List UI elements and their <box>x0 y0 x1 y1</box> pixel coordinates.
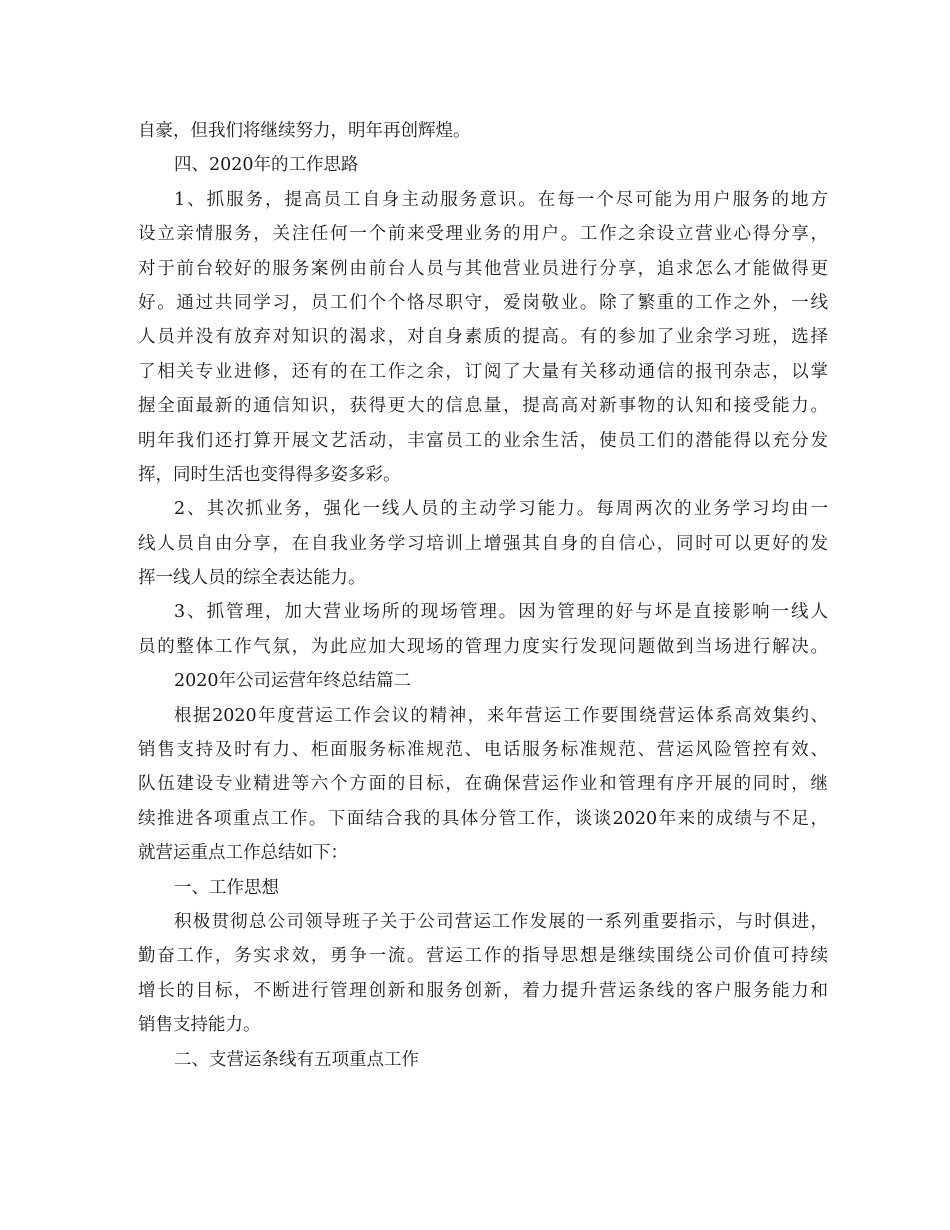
text-line: 明年我们还打算开展文艺活动，丰富员工的业余生活，使员工们的潜能得以充分发 <box>138 430 828 451</box>
text-line: 一、工作思想 <box>174 877 279 898</box>
text-line: 增长的目标，不断进行管理创新和服务创新，着力提升营运条线的客户服务能力和 <box>138 980 828 1001</box>
text-line: 挥，同时生活也变得得多姿多彩。 <box>138 464 401 485</box>
text-line: 2、其次抓业务，强化一线人员的主动学习能力。每周两次的业务学习均由一 <box>174 499 828 520</box>
text-line: 线人员自由分享，在自我业务学习培训上增强其自身的自信心，同时可以更好的发 <box>138 533 828 554</box>
text-line: 二、支营运条线有五项重点工作 <box>174 1049 419 1070</box>
text-line: 根据2020年度营运工作会议的精神，来年营运工作要围绕营运体系高效集约、 <box>174 705 828 726</box>
text-line: 销售支持能力。 <box>138 1015 261 1036</box>
text-line: 好。通过共同学习，员工们个个恪尽职守，爱岗敬业。除了繁重的工作之外，一线 <box>138 292 828 313</box>
text-line: 员的整体工作气氛，为此应加大现场的管理力度实行发现问题做到当场进行解决。 <box>138 636 828 657</box>
text-line: 1、抓服务，提高员工自身主动服务意识。在每一个尽可能为用户服务的地方 <box>174 189 828 210</box>
text-line: 自豪，但我们将继续努力，明年再创辉煌。 <box>138 121 471 141</box>
text-line: 就营运重点工作总结如下： <box>138 843 348 864</box>
text-line: 挥一线人员的综全表达能力。 <box>138 568 366 589</box>
text-line: 了相关专业进修，还有的在工作之余，订阅了大量有关移动通信的报刊杂志，以掌 <box>138 361 828 382</box>
text-line: 续推进各项重点工作。下面结合我的具体分管工作，谈谈2020年来的成绩与不足， <box>138 808 828 829</box>
text-line: 2020年公司运营年终总结篇二 <box>174 671 412 692</box>
text-line: 勤奋工作，务实求效，勇争一流。营运工作的指导思想是继续围绕公司价值可持续 <box>138 946 828 967</box>
text-line: 设立亲情服务，关注任何一个前来受理业务的用户。工作之余设立营业心得分享， <box>138 224 828 245</box>
document-body <box>138 114 828 1077</box>
text-line: 积极贯彻总公司领导班子关于公司营运工作发展的一系列重要指示，与时俱进， <box>174 911 828 932</box>
text-line: 销售支持及时有力、柜面服务标准规范、电话服务标准规范、营运风险管控有效、 <box>138 740 828 761</box>
text-line: 对于前台较好的服务案例由前台人员与其他营业员进行分享，追求怎么才能做得更 <box>138 258 828 279</box>
text-line: 3、抓管理，加大营业场所的现场管理。因为管理的好与坏是直接影响一线人 <box>174 602 828 623</box>
text-line: 人员并没有放弃对知识的渴求，对自身素质的提高。有的参加了业余学习班，选择 <box>138 327 828 348</box>
text-line: 队伍建设专业精进等六个方面的目标，在确保营运作业和管理有序开展的同时，继 <box>138 774 828 795</box>
text-line: 四、2020年的工作思路 <box>174 155 359 176</box>
text-line: 握全面最新的通信知识，获得更大的信息量，提高高对新事物的认知和接受能力。 <box>138 396 828 417</box>
